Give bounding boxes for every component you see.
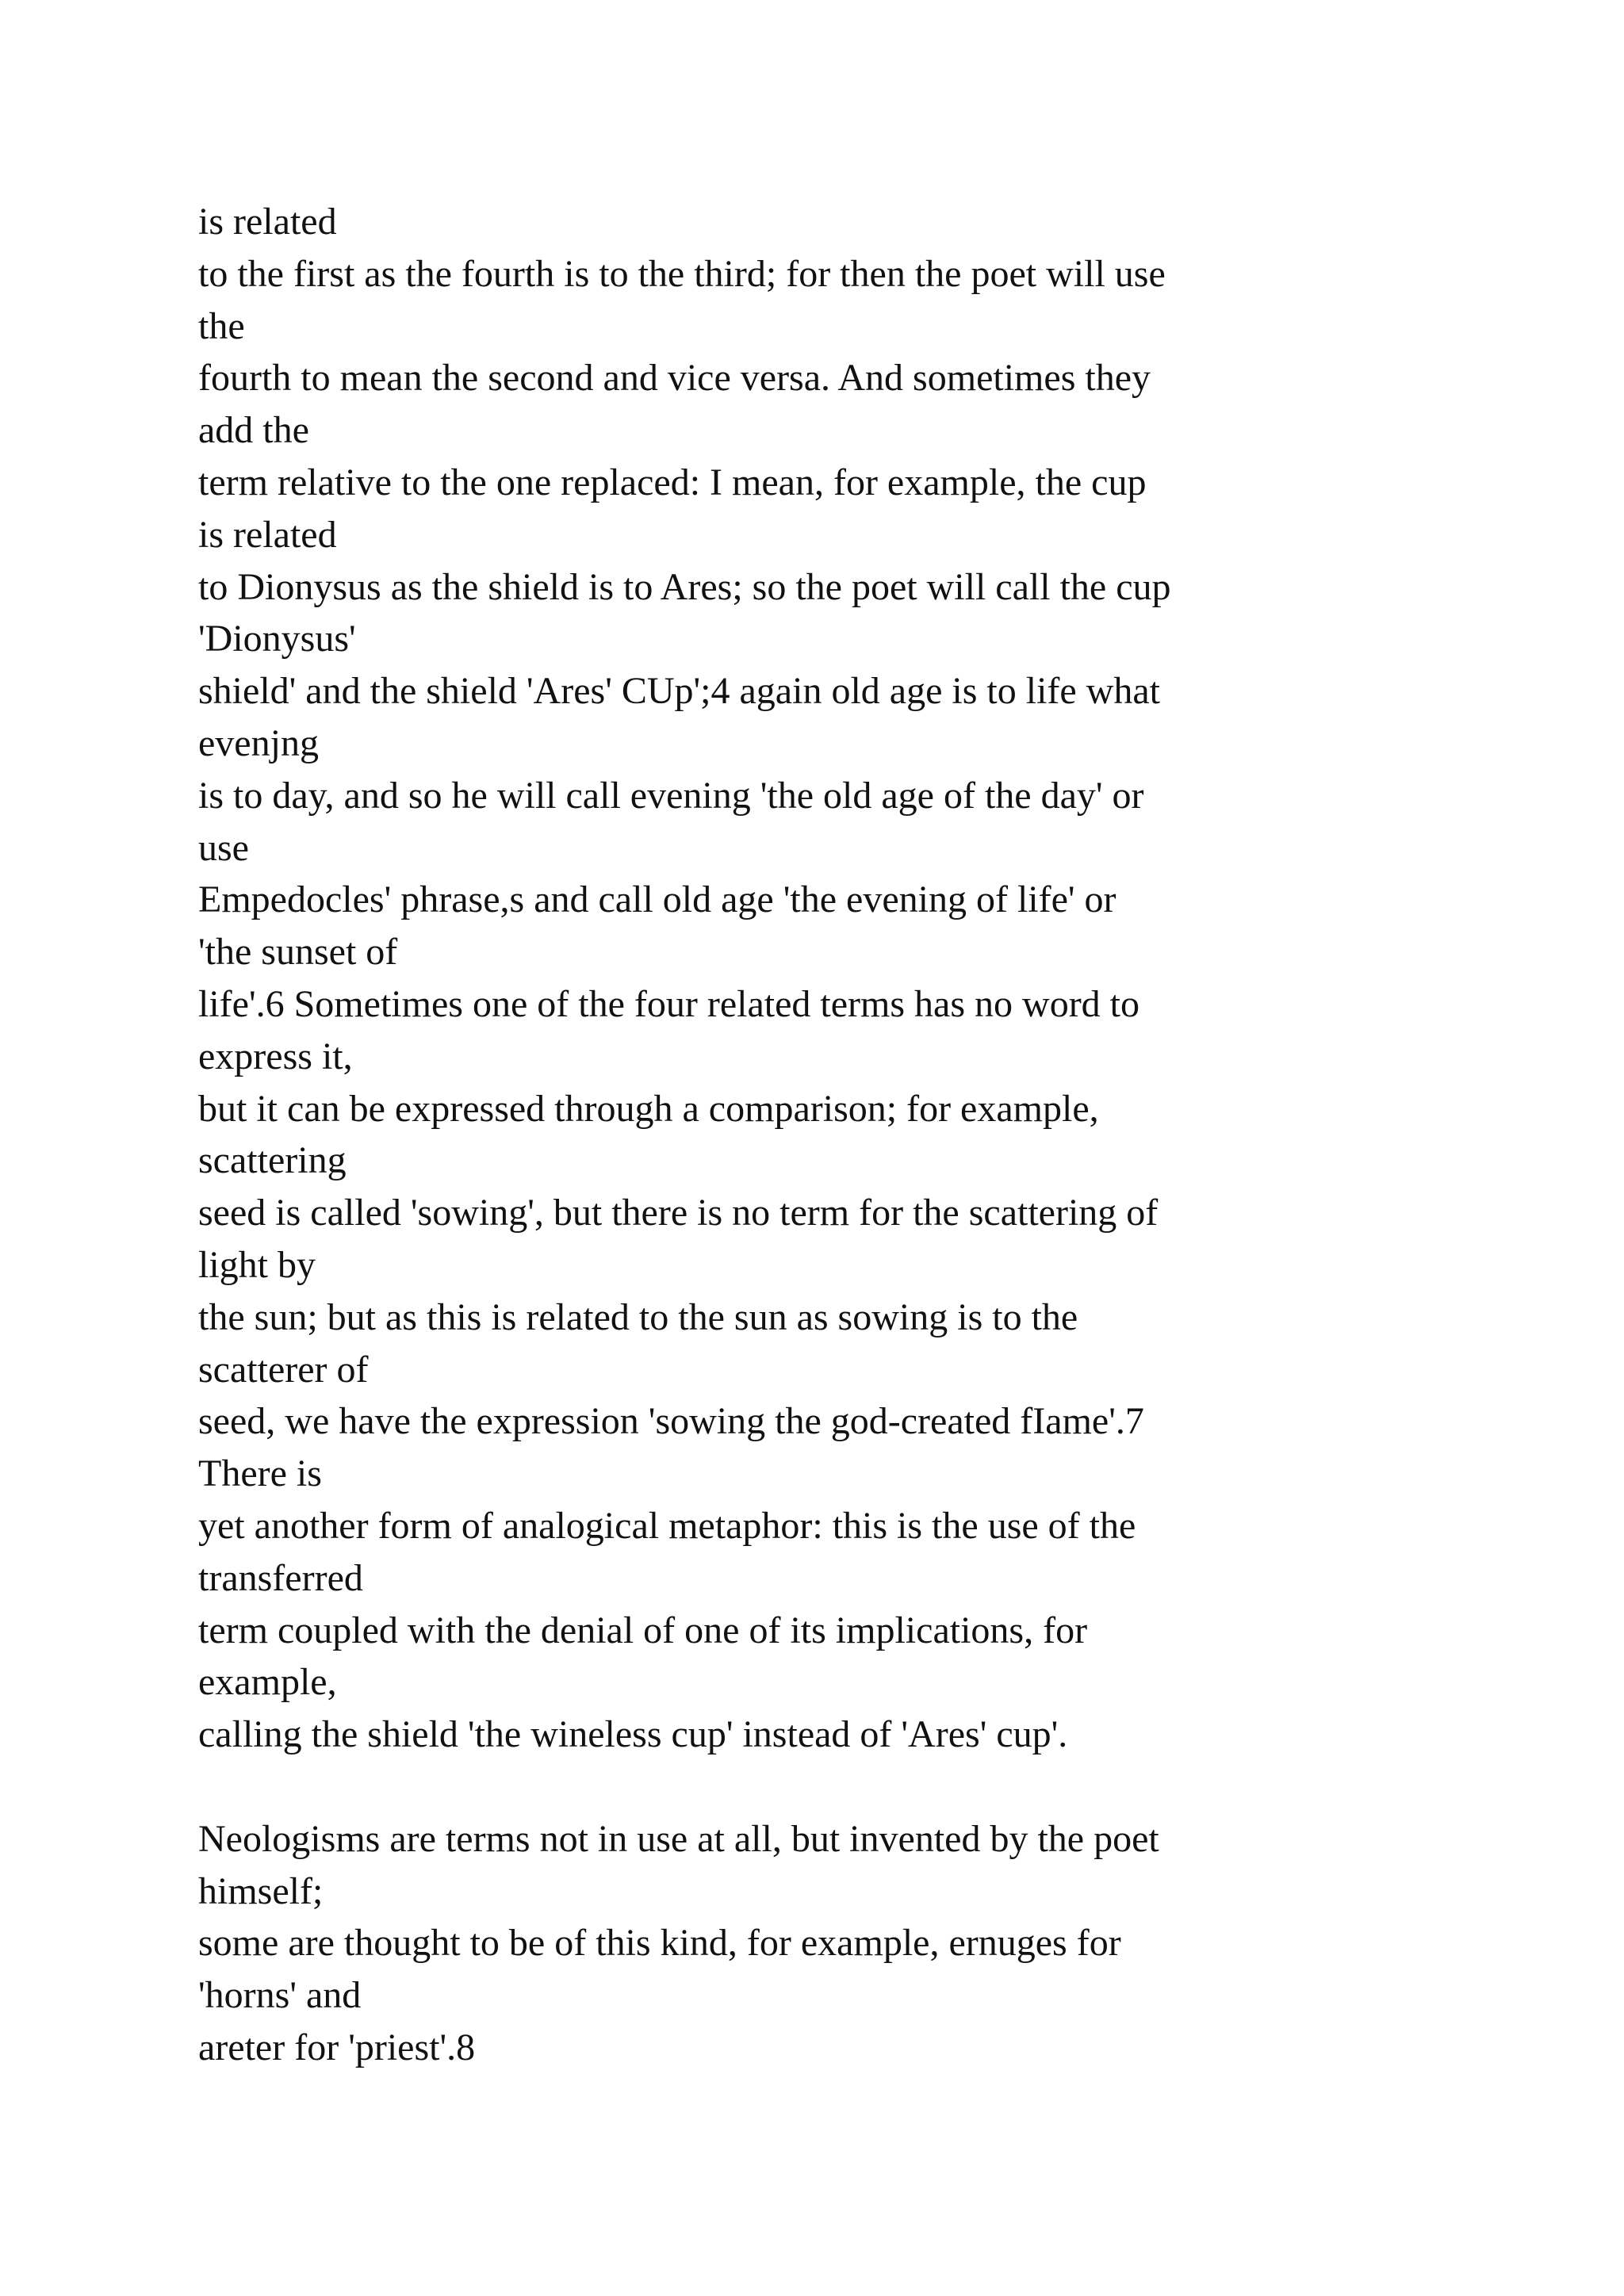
text-line: 'horns' and bbox=[198, 1974, 362, 2017]
text-line: to Dionysus as the shield is to Ares; so the poet will call the cup bbox=[198, 565, 1171, 608]
text-line: term relative to the one replaced: I mean, for example, the cup bbox=[198, 461, 1147, 503]
text-line: scatterer of bbox=[198, 1348, 369, 1391]
text-line: life'.6 Sometimes one of the four related terms has no word to bbox=[198, 982, 1140, 1025]
text-line: to the first as the fourth is to the third; for then the poet will use bbox=[198, 252, 1166, 295]
text-line: add the bbox=[198, 409, 309, 452]
text-line: There is bbox=[198, 1452, 322, 1495]
text-line: scattering bbox=[198, 1139, 347, 1182]
text-line: areter for 'priest'.8 bbox=[198, 2026, 476, 2068]
text-line: himself; bbox=[198, 1869, 324, 1912]
text-line: Empedocles' phrase,s and call old age 'the evening of life' or bbox=[198, 878, 1116, 921]
text-line: Neologisms are terms not in use at all, but invented by the poet bbox=[198, 1817, 1159, 1860]
text-line: some are thought to be of this kind, for example, ernuges for bbox=[198, 1922, 1121, 1965]
text-line: seed, we have the expression 'sowing the god-created fIame'.7 bbox=[198, 1400, 1144, 1443]
text-line: is to day, and so he will call evening 'the old age of the day' or bbox=[198, 774, 1144, 817]
text-line: transferred bbox=[198, 1556, 363, 1599]
text-line: the bbox=[198, 304, 245, 347]
text-line: seed is called 'sowing', but there is no term for the scattering of bbox=[198, 1192, 1159, 1234]
text-line: term coupled with the denial of one of its implications, for bbox=[198, 1609, 1088, 1651]
text-line: yet another form of analogical metaphor: this is the use of the bbox=[198, 1504, 1136, 1547]
text-line: shield' and the shield 'Ares' CUp';4 again old age is to life what bbox=[198, 670, 1161, 713]
text-line: use bbox=[198, 826, 249, 869]
text-line: evenjng bbox=[198, 721, 319, 764]
body-text bbox=[198, 196, 1467, 2074]
text-line: example, bbox=[198, 1661, 337, 1704]
text-line: is related bbox=[198, 513, 337, 556]
text-line: 'Dionysus' bbox=[198, 618, 356, 660]
paragraph-break bbox=[198, 1761, 1467, 1813]
text-line: is related bbox=[198, 201, 337, 243]
text-line: fourth to mean the second and vice versa. And sometimes they bbox=[198, 357, 1151, 400]
text-line: light by bbox=[198, 1243, 316, 1286]
text-line: the sun; but as this is related to the sun as sowing is to the bbox=[198, 1295, 1078, 1338]
text-line: but it can be expressed through a comparison; for example, bbox=[198, 1087, 1099, 1130]
text-line: express it, bbox=[198, 1035, 353, 1077]
text-line: 'the sunset of bbox=[198, 931, 398, 974]
text-line: calling the shield 'the wineless cup' instead of 'Ares' cup'. bbox=[198, 1713, 1068, 1756]
